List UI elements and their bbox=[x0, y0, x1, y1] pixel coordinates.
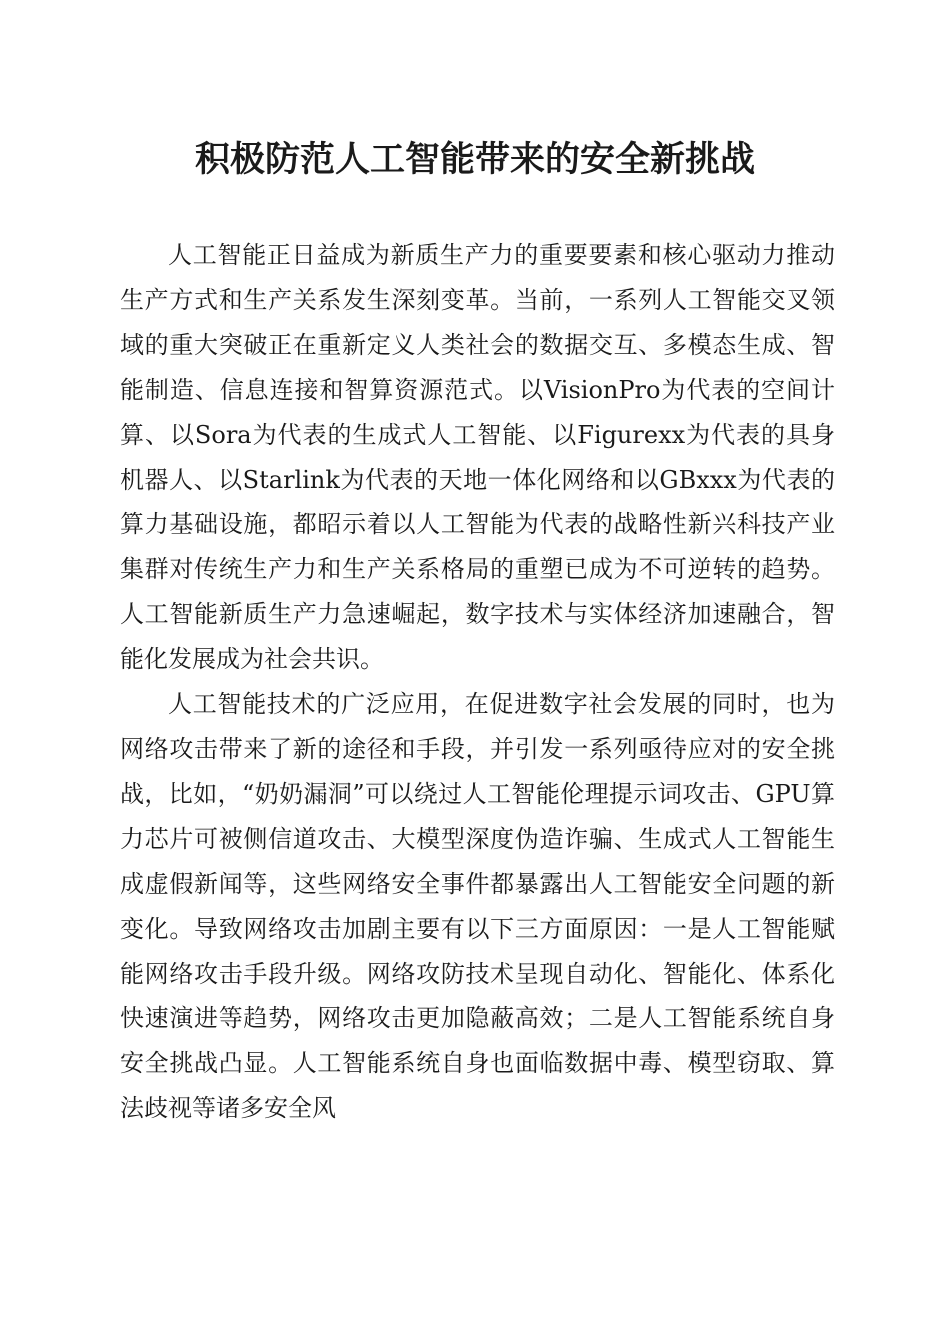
document-body bbox=[120, 233, 835, 1131]
paragraph-1: 人工智能正日益成为新质生产力的重要要素和核心驱动力推动生产方式和生产关系发生深刻变革。当前，一系列人工智能交叉领域的重大突破正在重新定义人类社会的数据交互、多模态生成、智能制造、信息连接和智算资源范式。以VisionPro为代表的空间计算、以Sora为代表的生成式人工智能、以Figurexx为代表的具身机器人、以Starlink为代表的天地一体化网络和以GBxxx为代表的算力基础设施，都昭示着以人工智能为代表的战略性新兴科技产业集群对传统生产力和生产关系格局的重塑已成为不可逆转的趋势。人工智能新质生产力急速崛起，数字技术与实体经济加速融合，智能化发展成为社会共识。 bbox=[120, 241, 835, 674]
document-title: 积极防范人工智能带来的安全新挑战 bbox=[194, 139, 755, 180]
paragraph-2: 人工智能技术的广泛应用，在促进数字社会发展的同时，也为网络攻击带来了新的途径和手段，并引发一系列亟待应对的安全挑战，比如，“奶奶漏洞”可以绕过人工智能伦理提示词攻击、GPU算力芯片可被侧信道攻击、大模型深度伪造诈骗、生成式人工智能生成虚假新闻等，这些网络安全事件都暴露出人工智能安全问题的新变化。导致网络攻击加剧主要有以下三方面原因：一是人工智能赋能网络攻击手段升级。网络攻防技术呈现自动化、智能化、体系化快速演进等趋势，网络攻击更加隐蔽高效；二是人工智能系统自身安全挑战凸显。人工智能系统自身也面临数据中毒、模型窃取、算法歧视等诸多安全风 bbox=[120, 690, 835, 1123]
